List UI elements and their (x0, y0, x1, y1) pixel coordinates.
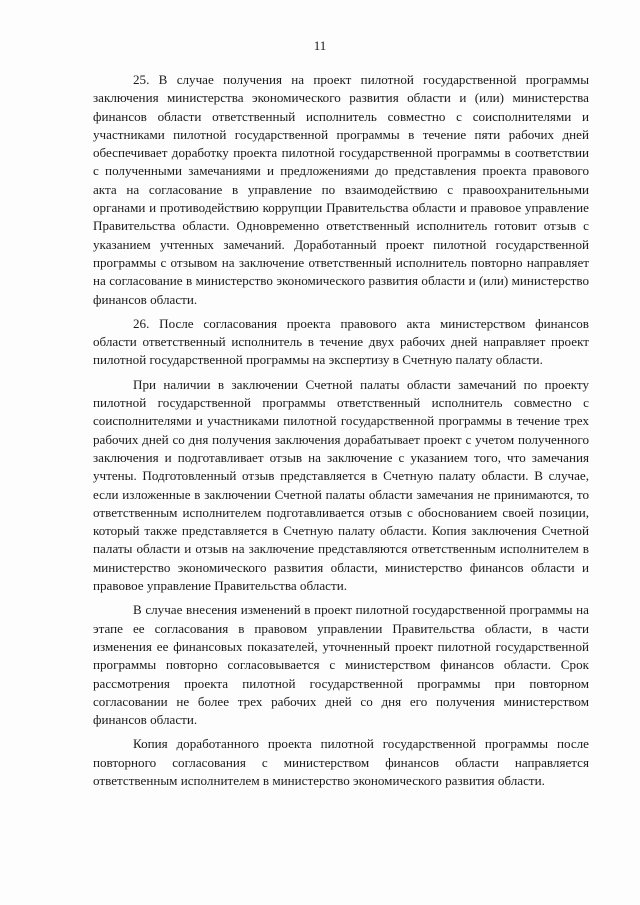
page-number: 11 (313, 38, 327, 53)
paragraph-copy: Копия доработанного проекта пилотной государственной программы после повторного согласования с министерством финансов области направляется ответственным исполнителем в министерство экономического развития области. (93, 736, 589, 788)
paragraph-audit-remarks: При наличии в заключении Счетной палаты области замечаний по проекту пилотной государственной программы ответственный исполнитель совместно с соисполнителями и участниками пилотной государственной программы в течение трех рабочих дней со дня получения заключения дорабатывает проект с учетом полученного заключения и подготавливает отзыв на заключение с указанием того, что замечания учтены. Подготовленный отзыв представляется в Счетную палату области. В случае, если изложенные в заключении Счетной палаты области замечания не принимаются, то ответственным исполнителем подготавливается отзыв с обоснованием своей позиции, который также представляется в Счетную палату области. Копия заключения Счетной палаты области и отзыв на заключение представляются ответственным исполнителем в министерство экономического развития области, министерство финансов области и правовое управление Правительства области. (93, 376, 589, 594)
document-body (93, 71, 589, 796)
paragraph-changes: В случае внесения изменений в проект пилотной государственной программы на этапе ее согласования в правовом управлении Правительства области, в части изменения ее финансовых показателей, уточненный проект пилотной государственной программы повторно согласовывается с министерством финансов области. Срок рассмотрения проекта пилотной государственной программы при повторном согласовании не более трех рабочих дней со дня его получения министерством финансов области. (93, 602, 589, 728)
paragraph-26: 26. После согласования проекта правового акта министерством финансов области ответственный исполнитель в течение двух рабочих дней направляет проект пилотной государственной программы на экспертизу в Счетную палату области. (93, 315, 589, 368)
paragraph-25: 25. В случае получения на проект пилотной государственной программы заключения министерства экономического развития области и (или) министерства финансов области ответственный исполнитель совместно с соисполнителями и участниками пилотной государственной программы в течение пяти рабочих дней обеспечивает доработку проекта пилотной государственной программы в соответствии с полученными замечаниями и предложениями до представления проекта правового акта на согласование в управление по взаимодействию с правоохранительными органами и противодействию коррупции Правительства области и правовое управление Правительства области. Одновременно ответственный исполнитель готовит отзыв с указанием учтенных замечаний. Доработанный проект пилотной государственной программы с отзывом на заключение ответственный исполнитель повторно направляет на согласование в министерство экономического развития области и (или) министерство финансов области. (93, 72, 589, 307)
